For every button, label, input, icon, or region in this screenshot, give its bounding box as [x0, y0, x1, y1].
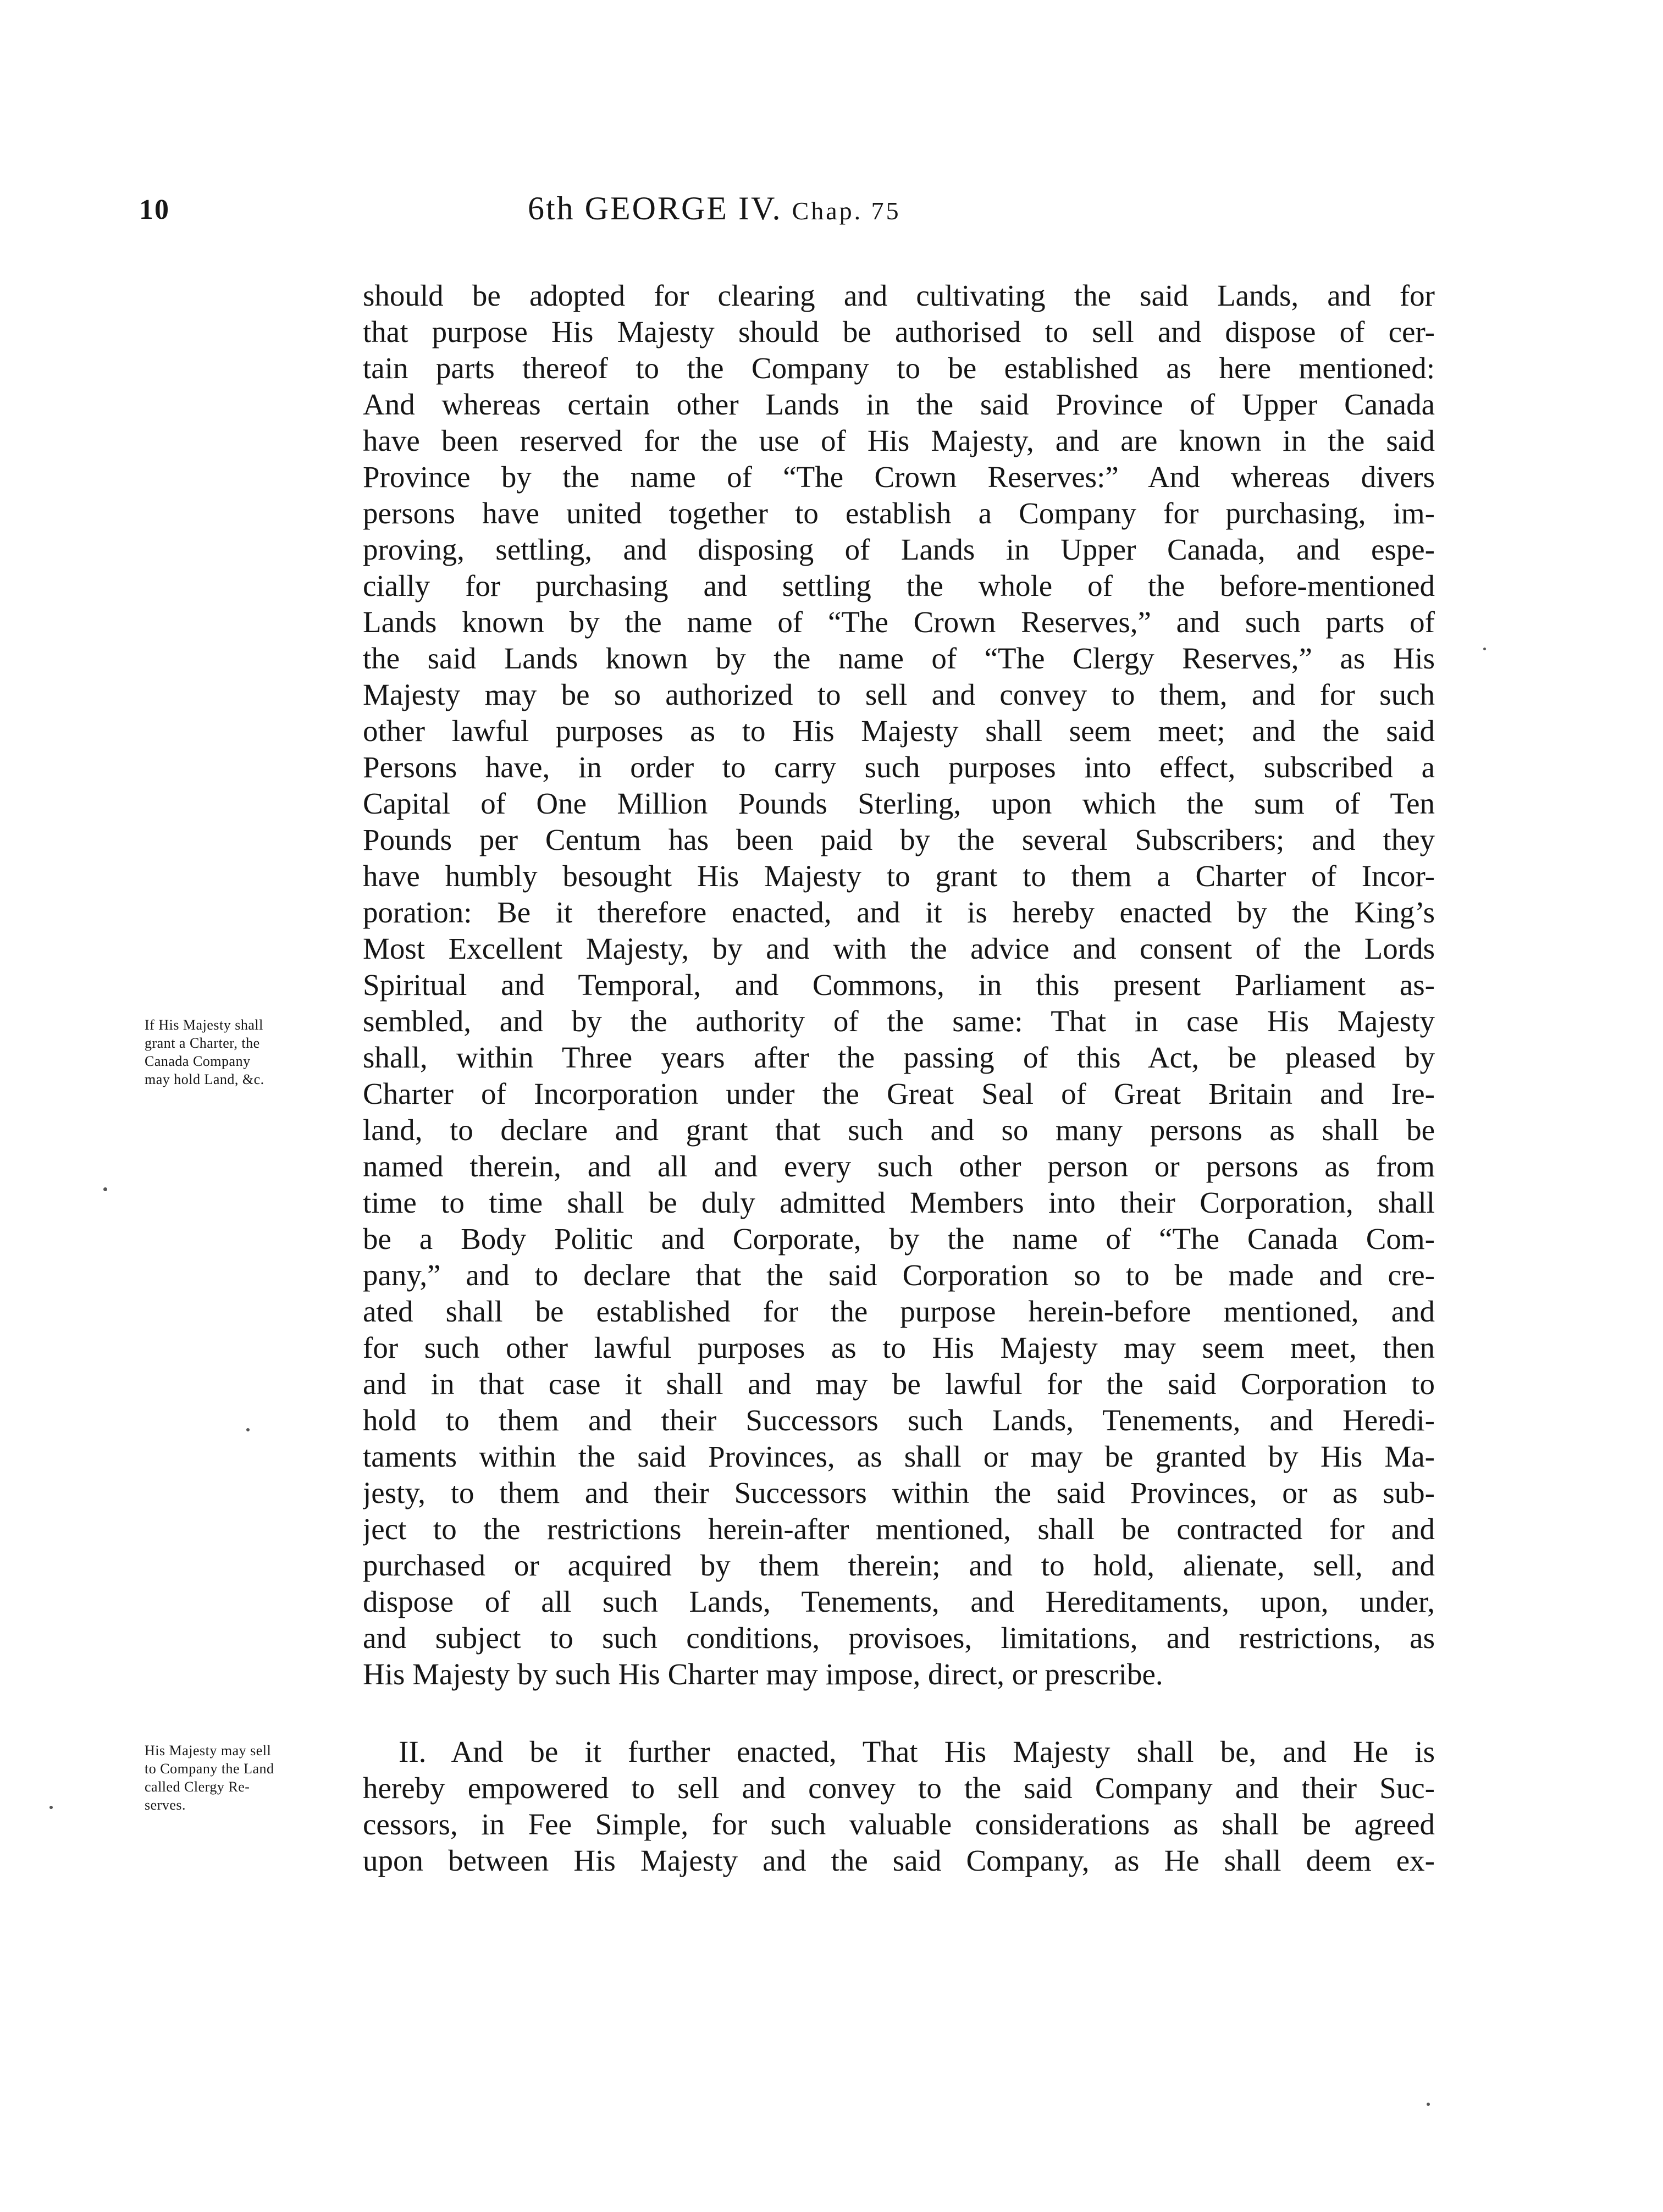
- section-line: hereby empowered to sell and convey to the said Company and their Suc-: [363, 1771, 1435, 1805]
- body-line: Lands known by the name of “The Crown Reserves,” and such parts of: [363, 605, 1435, 639]
- running-head-title: 6th GEORGE IV.: [528, 190, 782, 226]
- side-note-line: If His Majesty shall: [145, 1017, 263, 1033]
- side-note-line: may hold Land, &c.: [145, 1071, 264, 1087]
- body-line: Charter of Incorporation under the Great Seal of Great Britain and Ire-: [363, 1077, 1435, 1110]
- body-line: His Majesty by such His Charter may impose, direct, or prescribe.: [363, 1657, 1163, 1691]
- body-line: tain parts thereof to the Company to be established as here mentioned:: [363, 351, 1435, 385]
- body-line: hold to them and their Successors such Lands, Tenements, and Heredi-: [363, 1403, 1435, 1437]
- side-note-clergy-reserves: [145, 1741, 364, 1814]
- side-note-line: serves.: [145, 1797, 186, 1813]
- page-number: 10: [139, 194, 170, 225]
- body-line: Persons have, in order to carry such purposes into effect, subscribed a: [363, 750, 1435, 784]
- section-line: cessors, in Fee Simple, for such valuable considerations as shall be agreed: [363, 1807, 1435, 1841]
- body-line: and subject to such conditions, provisoes, limitations, and restrictions, as: [363, 1621, 1435, 1655]
- body-line: have been reserved for the use of His Majesty, and are known in the said: [363, 424, 1435, 457]
- ink-speck: [246, 1428, 250, 1431]
- body-line: proving, settling, and disposing of Lands in Upper Canada, and espe-: [363, 533, 1435, 566]
- body-line: cially for purchasing and settling the whole of the before-mentioned: [363, 569, 1435, 602]
- body-line: ject to the restrictions herein-after mentioned, shall be contracted for and: [363, 1512, 1435, 1546]
- ink-speck: [1483, 648, 1486, 650]
- body-line: poration: Be it therefore enacted, and it is hereby enacted by the King’s: [363, 895, 1435, 929]
- body-line: taments within the said Provinces, as shall or may be granted by His Ma-: [363, 1440, 1435, 1473]
- ink-speck: [1427, 2103, 1430, 2106]
- ink-speck: [49, 1806, 53, 1809]
- body-line: dispose of all such Lands, Tenements, and Hereditaments, upon, under,: [363, 1585, 1435, 1618]
- body-line: Spiritual and Temporal, and Commons, in this present Parliament as-: [363, 968, 1435, 1002]
- side-note-line: His Majesty may sell: [145, 1743, 272, 1758]
- body-line: And whereas certain other Lands in the said Province of Upper Canada: [363, 388, 1435, 421]
- side-note-line: to Company the Land: [145, 1761, 274, 1777]
- body-line: pany,” and to declare that the said Corporation so to be made and cre-: [363, 1258, 1435, 1292]
- body-line: sembled, and by the authority of the same: That in case His Majesty: [363, 1004, 1435, 1038]
- side-note-charter: [145, 1016, 364, 1088]
- body-line: named therein, and all and every such other person or persons as from: [363, 1149, 1435, 1183]
- body-line: land, to declare and grant that such and so many persons as shall be: [363, 1113, 1435, 1147]
- body-line: that purpose His Majesty should be authorised to sell and dispose of cer-: [363, 315, 1435, 349]
- body-line: the said Lands known by the name of “The Clergy Reserves,” as His: [363, 642, 1435, 675]
- body-line: purchased or acquired by them therein; and to hold, alienate, sell, and: [363, 1549, 1435, 1582]
- body-line: Capital of One Million Pounds Sterling, upon which the sum of Ten: [363, 787, 1435, 820]
- section-line: upon between His Majesty and the said Company, as He shall deem ex-: [363, 1844, 1435, 1877]
- body-line: and in that case it shall and may be lawful for the said Corporation to: [363, 1367, 1435, 1401]
- body-line: have humbly besought His Majesty to grant to them a Charter of Incor-: [363, 859, 1435, 893]
- side-note-line: Canada Company: [145, 1053, 251, 1069]
- body-line: time to time shall be duly admitted Members into their Corporation, shall: [363, 1186, 1435, 1219]
- running-head: [528, 190, 901, 228]
- body-line: ated shall be established for the purpose herein-before mentioned, and: [363, 1295, 1435, 1328]
- side-note-line: called Clergy Re-: [145, 1779, 250, 1795]
- body-line: other lawful purposes as to His Majesty shall seem meet; and the said: [363, 714, 1435, 748]
- ink-speck: [103, 1187, 107, 1191]
- chapter-label: Chap. 75: [792, 197, 901, 225]
- body-line: Pounds per Centum has been paid by the several Subscribers; and they: [363, 823, 1435, 856]
- body-line: persons have united together to establish a Company for purchasing, im-: [363, 496, 1435, 530]
- body-line: Province by the name of “The Crown Reserves:” And whereas divers: [363, 460, 1435, 494]
- body-line: be a Body Politic and Corporate, by the name of “The Canada Com-: [363, 1222, 1435, 1256]
- body-line: shall, within Three years after the passing of this Act, be pleased by: [363, 1041, 1435, 1074]
- section-line: II. And be it further enacted, That His Majesty shall be, and He is: [399, 1735, 1435, 1768]
- side-note-line: grant a Charter, the: [145, 1035, 260, 1051]
- body-line: Majesty may be so authorized to sell and convey to them, and for such: [363, 678, 1435, 711]
- body-line: Most Excellent Majesty, by and with the advice and consent of the Lords: [363, 932, 1435, 965]
- body-line: should be adopted for clearing and cultivating the said Lands, and for: [363, 279, 1435, 312]
- body-line: jesty, to them and their Successors within the said Provinces, or as sub-: [363, 1476, 1435, 1509]
- body-line: for such other lawful purposes as to His Majesty may seem meet, then: [363, 1331, 1435, 1364]
